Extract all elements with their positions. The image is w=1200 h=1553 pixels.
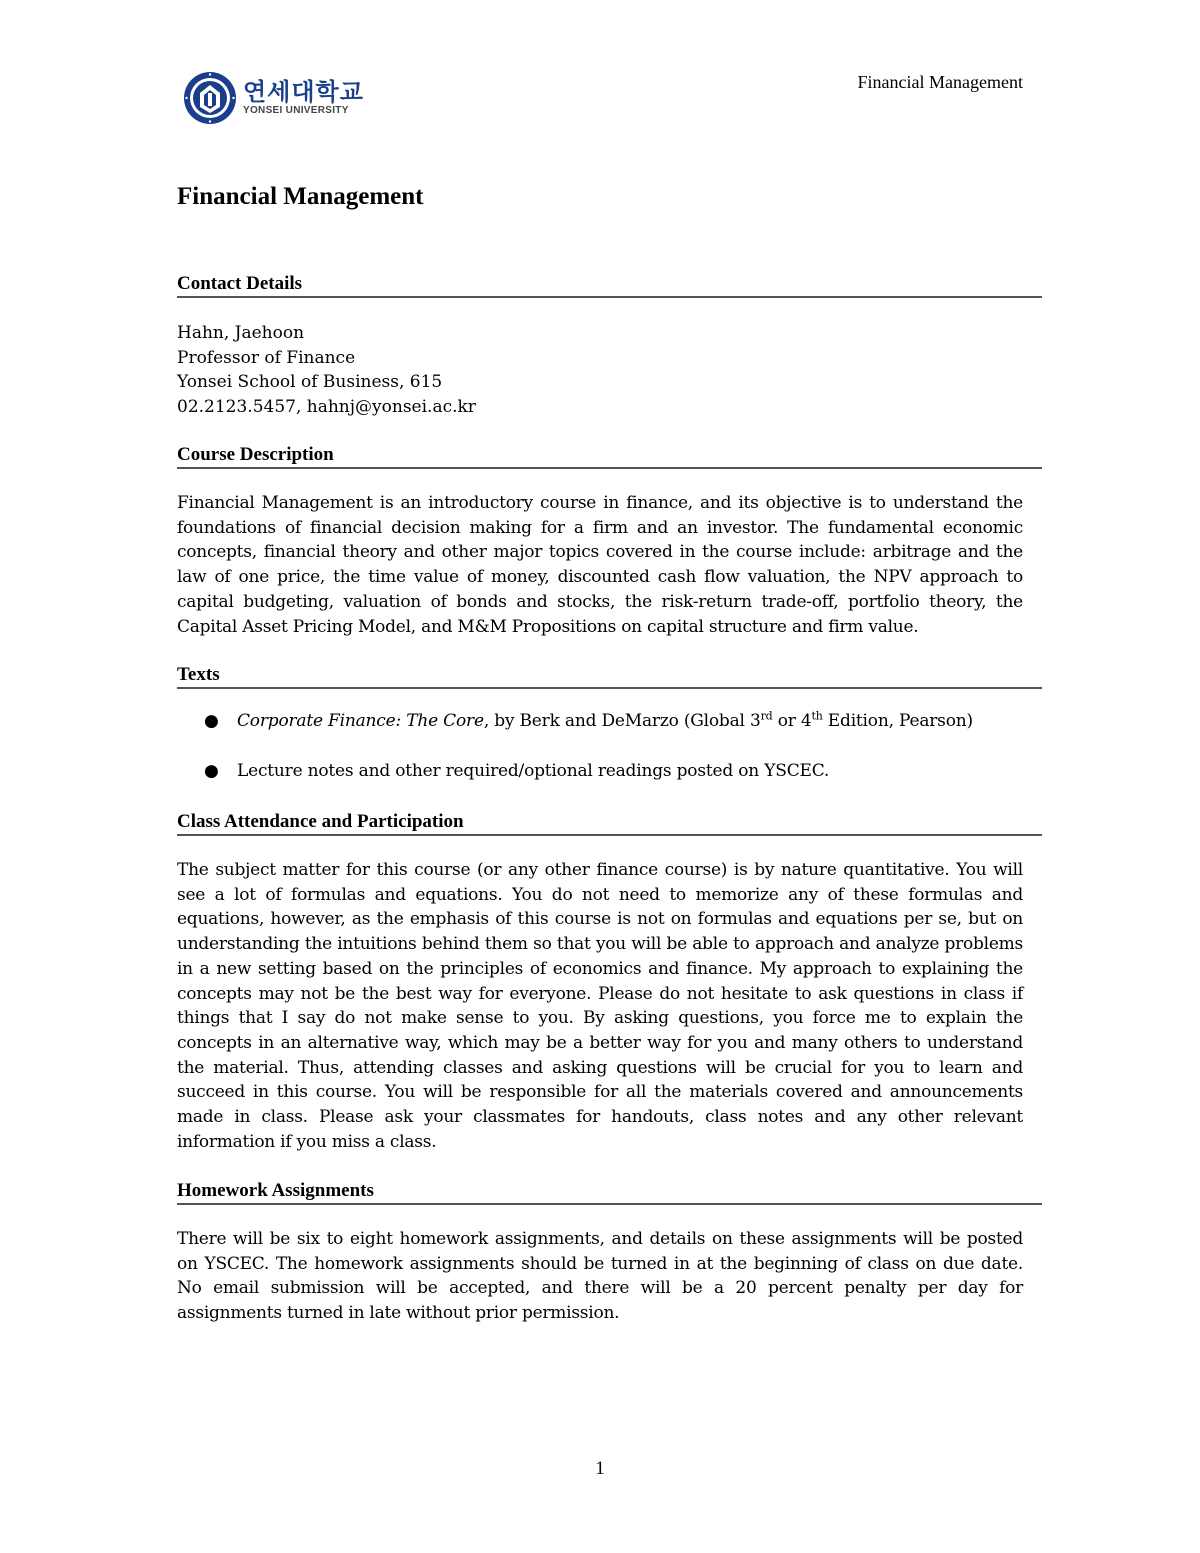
list-item [177,759,1042,783]
logo-korean-wordmark: 연세대학교 [243,78,364,106]
homework-heading: Homework Assignments [177,1180,1042,1205]
contact-heading: Contact Details [177,273,1042,298]
book-citation-b: or 4 [772,711,812,731]
bullet-icon: ● [204,711,219,731]
contact-position: Professor of Finance [177,347,356,368]
book-title: Corporate Finance: The Core [237,711,484,731]
book-citation-a: , by Berk and DeMarzo (Global 3 [483,711,761,731]
edition-sup-a: rd [760,709,773,723]
book-citation-c: Edition, Pearson) [822,711,973,731]
page-number: 1 [595,1458,605,1479]
attendance-heading: Class Attendance and Participation [177,811,1042,836]
edition-sup-b: th [811,709,823,723]
document-title: Financial Management [177,183,424,210]
contact-section [177,273,1042,420]
yonsei-logo [183,71,364,125]
university-seal-icon [183,71,237,125]
attendance-text: The subject matter for this course (or any other finance course) is by nature quantitative. You will see a lot of formulas and equations. You do not need to memorize any of these formulas and equations, however, as the emphasis of this course is not on formulas and equations per se, but on understanding the intuitions behind them so that you will be able to approach and analyze problems in a new setting based on the principles of economics and finance. My approach to explaining the concepts may not be the best way for everyone. Please do not hesitate to ask questions in class if things that I say do not make sense to you. By asking questions, you force me to explain the concepts in an alternative way, which may be a better way for you and many others to understand the material. Thus, attending classes and asking questions will be crucial for you to learn and succeed in this course. You will be responsible for all the materials covered and announcements made in class. Please ask your classmates for handouts, class notes and any other relevant information if you miss a class. [177,860,1023,1152]
texts-heading: Texts [177,664,1042,689]
description-section [177,444,1042,639]
list-item [177,709,1042,733]
attendance-section [177,811,1042,1154]
contact-phone-email: 02.2123.5457, hahnj@yonsei.ac.kr [177,397,476,418]
contact-office: Yonsei School of Business, 615 [177,372,443,393]
description-text: Financial Management is an introductory course in finance, and its objective is to understand the foundations of financial decision making for a firm and an investor. The fundamental economic concepts, financial theory and other major topics covered in the course include: arbitrage and the law of one price, the time value of money, discounted cash flow valuation, the NPV approach to capital budgeting, valuation of bonds and stocks, the risk-return trade-off, portfolio theory, the Capital Asset Pricing Model, and M&M Propositions on capital structure and firm value. [177,493,1023,637]
running-header: Financial Management [857,72,1023,92]
bullet-icon: ● [204,761,219,781]
contact-name: Hahn, Jaehoon [177,323,305,343]
homework-section [177,1180,1042,1326]
homework-text: There will be six to eight homework assignments, and details on these assignments will be posted on YSCEC. The homework assignments should be turned in at the beginning of class on due date. No email submission will be accepted, and there will be a 20 percent penalty per day for assignments turned in late without prior permission. [177,1229,1023,1324]
texts-list [177,709,1042,783]
texts-section [177,664,1042,809]
logo-english-wordmark: YONSEI UNIVERSITY [243,105,349,116]
lecture-notes-text: Lecture notes and other required/optional readings posted on YSCEC. [237,761,830,781]
description-heading: Course Description [177,444,1042,469]
